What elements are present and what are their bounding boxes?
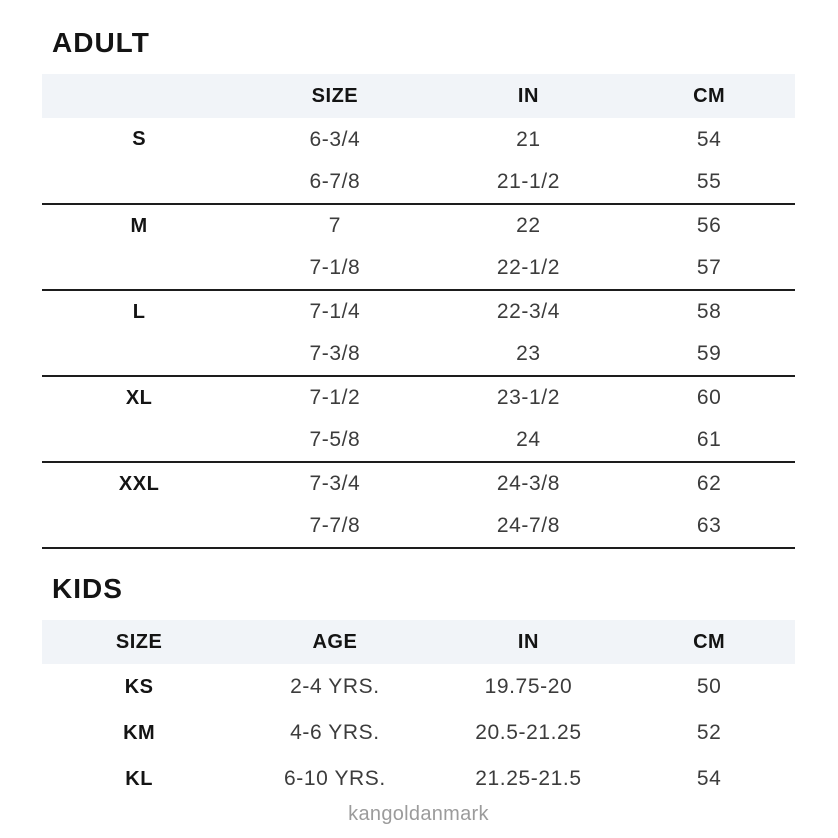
inches-cell: 24-3/8 bbox=[496, 472, 560, 495]
cm-cell: 52 bbox=[696, 721, 722, 744]
table-row bbox=[42, 333, 795, 376]
inches-cell: 21.25-21.5 bbox=[475, 767, 582, 790]
cm-cell: 57 bbox=[623, 247, 795, 290]
size-label-cell: KM bbox=[123, 721, 156, 744]
cm-cell: 54 bbox=[696, 127, 722, 151]
size-label-cell: KS bbox=[124, 675, 154, 698]
size-value-cell: 7-3/4 bbox=[309, 472, 361, 495]
age-cell: 4-6 YRS. bbox=[290, 721, 380, 744]
cm-cell: 54 bbox=[696, 767, 722, 790]
cm-cell: 63 bbox=[623, 505, 795, 548]
table-row bbox=[42, 419, 795, 462]
inches-cell: 21-1/2 bbox=[434, 161, 624, 204]
cm-cell: 55 bbox=[623, 161, 795, 204]
watermark-text: kangoldanmark bbox=[348, 803, 489, 825]
adult-size-table bbox=[42, 74, 795, 549]
kids-col-header-in: IN bbox=[517, 630, 539, 653]
size-label-cell bbox=[42, 505, 236, 548]
table-row bbox=[42, 664, 795, 710]
inches-cell: 23 bbox=[434, 333, 624, 376]
size-value-cell: 6-7/8 bbox=[236, 161, 433, 204]
table-row bbox=[42, 462, 795, 505]
inches-cell: 24 bbox=[434, 419, 624, 462]
inches-cell: 19.75-20 bbox=[484, 675, 573, 698]
size-label-cell bbox=[42, 247, 236, 290]
adult-section-title: ADULT bbox=[52, 27, 150, 58]
size-label-cell bbox=[42, 161, 236, 204]
kids-col-header-cm: CM bbox=[693, 630, 726, 653]
cm-cell: 62 bbox=[696, 472, 722, 495]
inches-cell: 22-1/2 bbox=[434, 247, 624, 290]
size-value-cell: 7-1/2 bbox=[309, 386, 361, 409]
size-label-cell: M bbox=[130, 214, 148, 237]
adult-col-header-size: SIZE bbox=[311, 84, 359, 107]
inches-cell: 20.5-21.25 bbox=[475, 721, 582, 744]
kids-col-header-size: SIZE bbox=[115, 630, 163, 653]
table-row bbox=[42, 756, 795, 802]
inches-cell: 24-7/8 bbox=[434, 505, 624, 548]
cm-cell: 59 bbox=[623, 333, 795, 376]
size-value-cell: 7-5/8 bbox=[236, 419, 433, 462]
size-label-cell bbox=[42, 419, 236, 462]
kids-header-row bbox=[42, 620, 795, 664]
kids-size-table bbox=[42, 620, 795, 802]
table-row bbox=[42, 290, 795, 333]
table-row bbox=[42, 505, 795, 548]
adult-col-header-in: IN bbox=[517, 84, 539, 107]
kids-section-title: KIDS bbox=[52, 573, 123, 604]
size-value-cell: 7-3/8 bbox=[236, 333, 433, 376]
size-value-cell: 7-1/4 bbox=[309, 300, 361, 323]
size-value-cell: 7-7/8 bbox=[236, 505, 433, 548]
adult-col-header-blank bbox=[42, 74, 236, 118]
inches-cell: 23-1/2 bbox=[496, 386, 560, 409]
inches-cell: 22-3/4 bbox=[496, 300, 560, 323]
inches-cell: 22 bbox=[516, 214, 541, 237]
size-label-cell: S bbox=[132, 128, 147, 150]
age-cell: 2-4 YRS. bbox=[290, 675, 380, 698]
cm-cell: 50 bbox=[696, 675, 722, 698]
kids-col-header-age: AGE bbox=[312, 630, 358, 653]
cm-cell: 61 bbox=[623, 419, 795, 462]
adult-col-header-cm: CM bbox=[693, 84, 726, 107]
adult-header-row bbox=[42, 74, 795, 118]
size-label-cell: XXL bbox=[118, 472, 160, 495]
table-row bbox=[42, 710, 795, 756]
age-cell: 6-10 YRS. bbox=[283, 767, 386, 790]
table-row bbox=[42, 118, 795, 161]
size-label-cell: KL bbox=[125, 767, 153, 790]
table-row bbox=[42, 247, 795, 290]
size-value-cell: 7-1/8 bbox=[236, 247, 433, 290]
size-value-cell: 6-3/4 bbox=[309, 127, 361, 151]
table-row bbox=[42, 204, 795, 247]
size-label-cell bbox=[42, 333, 236, 376]
table-row bbox=[42, 161, 795, 204]
cm-cell: 60 bbox=[696, 386, 722, 409]
inches-cell: 21 bbox=[516, 127, 541, 151]
cm-cell: 58 bbox=[696, 300, 722, 323]
size-label-cell: XL bbox=[125, 386, 153, 409]
size-value-cell: 7 bbox=[328, 214, 342, 237]
cm-cell: 56 bbox=[696, 214, 722, 237]
table-row bbox=[42, 376, 795, 419]
size-label-cell: L bbox=[132, 300, 146, 323]
